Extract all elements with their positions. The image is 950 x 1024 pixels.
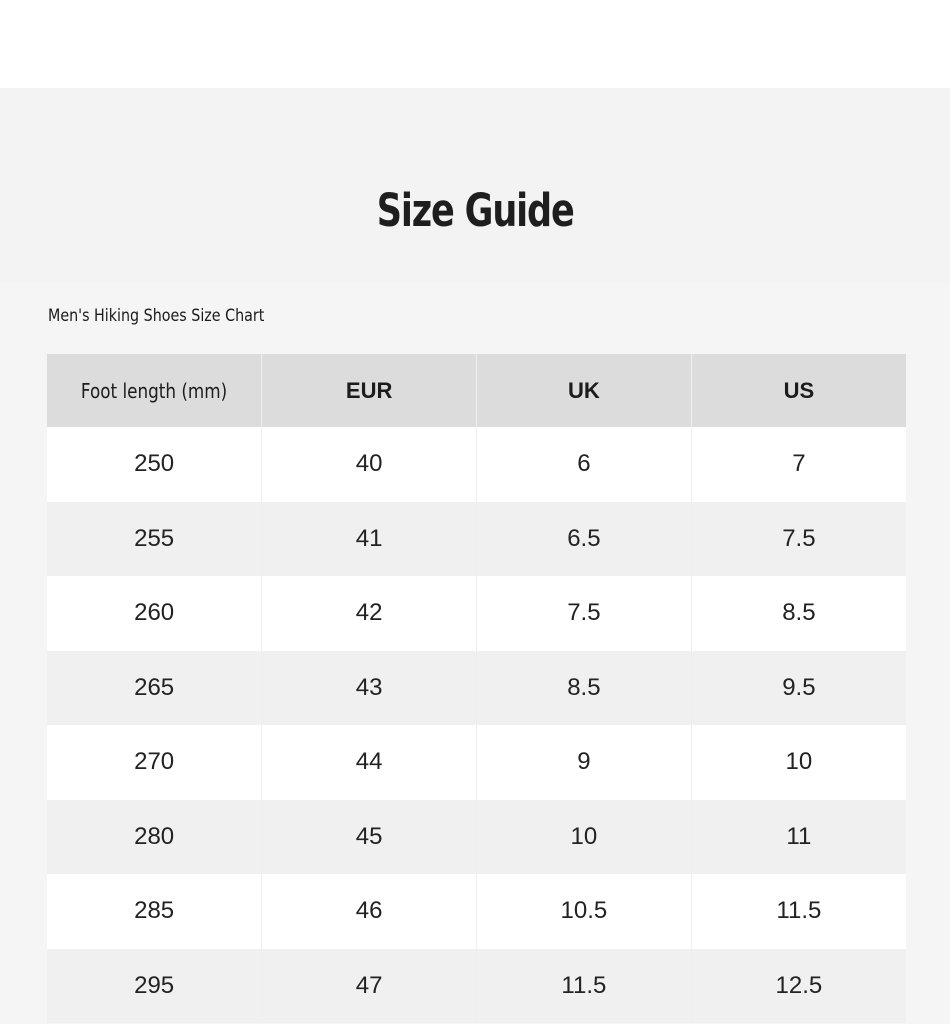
cell-uk: 10 <box>477 800 692 875</box>
table-row <box>47 651 906 726</box>
table-row <box>47 874 906 949</box>
size-chart-caption: Men's Hiking Shoes Size Chart <box>48 306 265 326</box>
cell-us: 12.5 <box>691 949 906 1024</box>
cell-eur: 41 <box>262 502 477 577</box>
cell-us: 7.5 <box>691 502 906 577</box>
cell-foot-length: 250 <box>47 427 262 502</box>
column-header-foot-length: Foot length (mm) <box>47 354 262 427</box>
cell-us: 8.5 <box>691 576 906 651</box>
cell-uk: 8.5 <box>477 651 692 726</box>
cell-foot-length: 285 <box>47 874 262 949</box>
cell-us: 11 <box>691 800 906 875</box>
cell-uk: 6.5 <box>477 502 692 577</box>
cell-uk: 6 <box>477 427 692 502</box>
table-row <box>47 576 906 651</box>
cell-foot-length: 255 <box>47 502 262 577</box>
cell-us: 10 <box>691 725 906 800</box>
cell-uk: 9 <box>477 725 692 800</box>
cell-eur: 40 <box>262 427 477 502</box>
size-chart-section <box>0 282 950 1024</box>
cell-uk: 11.5 <box>477 949 692 1024</box>
table-row <box>47 800 906 875</box>
cell-foot-length: 265 <box>47 651 262 726</box>
cell-eur: 47 <box>262 949 477 1024</box>
column-header-eur: EUR <box>262 354 477 427</box>
cell-uk: 7.5 <box>477 576 692 651</box>
cell-us: 7 <box>691 427 906 502</box>
table-row <box>47 502 906 577</box>
cell-eur: 42 <box>262 576 477 651</box>
page-title: Size Guide <box>376 184 574 237</box>
cell-us: 9.5 <box>691 651 906 726</box>
column-header-us: US <box>691 354 906 427</box>
cell-uk: 10.5 <box>477 874 692 949</box>
top-bar <box>0 0 950 88</box>
size-chart-table <box>47 354 906 1023</box>
column-header-uk: UK <box>477 354 692 427</box>
table-row <box>47 725 906 800</box>
cell-foot-length: 270 <box>47 725 262 800</box>
cell-foot-length: 260 <box>47 576 262 651</box>
cell-foot-length: 280 <box>47 800 262 875</box>
cell-us: 11.5 <box>691 874 906 949</box>
table-row <box>47 949 906 1024</box>
table-header-row <box>47 354 906 427</box>
cell-eur: 44 <box>262 725 477 800</box>
cell-eur: 46 <box>262 874 477 949</box>
cell-eur: 43 <box>262 651 477 726</box>
hero-section <box>0 88 950 282</box>
table-row <box>47 427 906 502</box>
cell-eur: 45 <box>262 800 477 875</box>
cell-foot-length: 295 <box>47 949 262 1024</box>
